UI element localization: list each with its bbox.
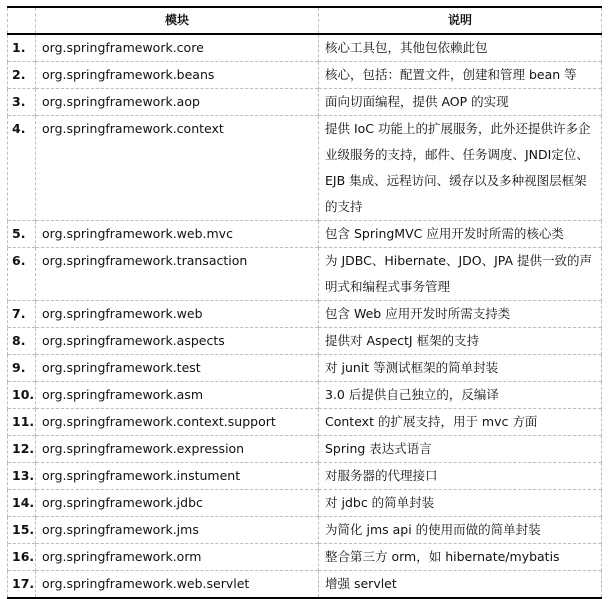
module-description: Spring 表达式语言	[319, 436, 602, 463]
table-row	[8, 328, 602, 355]
module-description: Context 的扩展支持，用于 mvc 方面	[319, 409, 602, 436]
module-name: org.springframework.orm	[36, 544, 319, 571]
header-description: 说明	[319, 7, 602, 34]
row-number: 14.	[8, 490, 36, 517]
module-description: 3.0 后提供自己独立的，反编译	[319, 382, 602, 409]
module-name: org.springframework.transaction	[36, 248, 319, 301]
row-number: 10.	[8, 382, 36, 409]
table-row	[8, 34, 602, 62]
module-description: 为简化 jms api 的使用而做的简单封装	[319, 517, 602, 544]
module-name: org.springframework.test	[36, 355, 319, 382]
module-name: org.springframework.jdbc	[36, 490, 319, 517]
module-description: 提供对 AspectJ 框架的支持	[319, 328, 602, 355]
module-name: org.springframework.expression	[36, 436, 319, 463]
row-number: 8.	[8, 328, 36, 355]
spring-modules-table	[7, 6, 602, 599]
module-description: 为 JDBC、Hibernate、JDO、JPA 提供一致的声明式和编程式事务管理	[319, 248, 602, 301]
table-row	[8, 463, 602, 490]
module-name: org.springframework.web	[36, 301, 319, 328]
row-number: 9.	[8, 355, 36, 382]
row-number: 2.	[8, 62, 36, 89]
module-name: org.springframework.aop	[36, 89, 319, 116]
module-name: org.springframework.web.servlet	[36, 571, 319, 599]
row-number: 3.	[8, 89, 36, 116]
module-description: 核心，包括：配置文件，创建和管理 bean 等	[319, 62, 602, 89]
table-row	[8, 355, 602, 382]
module-description: 增强 servlet	[319, 571, 602, 599]
header-row	[8, 7, 602, 34]
module-name: org.springframework.asm	[36, 382, 319, 409]
module-description: 核心工具包，其他包依赖此包	[319, 34, 602, 62]
module-description: 提供 IoC 功能上的扩展服务，此外还提供许多企业级服务的支持，邮件、任务调度、JNDI定位、EJB 集成、远程访问、缓存以及多种视图层框架的支持	[319, 116, 602, 221]
module-name: org.springframework.core	[36, 34, 319, 62]
row-number: 15.	[8, 517, 36, 544]
module-description: 对 jdbc 的简单封装	[319, 490, 602, 517]
module-name: org.springframework.web.mvc	[36, 221, 319, 248]
table-row	[8, 382, 602, 409]
row-number: 11.	[8, 409, 36, 436]
row-number: 4.	[8, 116, 36, 221]
module-name: org.springframework.beans	[36, 62, 319, 89]
module-name: org.springframework.instument	[36, 463, 319, 490]
table-row	[8, 116, 602, 221]
table-row	[8, 62, 602, 89]
table-row	[8, 248, 602, 301]
table-row	[8, 517, 602, 544]
row-number: 6.	[8, 248, 36, 301]
table-row	[8, 89, 602, 116]
module-description: 对服务器的代理接口	[319, 463, 602, 490]
table-row	[8, 571, 602, 599]
module-description: 面向切面编程，提供 AOP 的实现	[319, 89, 602, 116]
table-row	[8, 301, 602, 328]
module-description: 整合第三方 orm，如 hibernate/mybatis	[319, 544, 602, 571]
module-description: 包含 Web 应用开发时所需支持类	[319, 301, 602, 328]
module-description: 对 junit 等测试框架的简单封装	[319, 355, 602, 382]
table-row	[8, 490, 602, 517]
module-name: org.springframework.aspects	[36, 328, 319, 355]
header-num	[8, 7, 36, 34]
row-number: 16.	[8, 544, 36, 571]
table-row	[8, 544, 602, 571]
row-number: 12.	[8, 436, 36, 463]
header-module: 模块	[36, 7, 319, 34]
table-row	[8, 221, 602, 248]
table-row	[8, 436, 602, 463]
module-name: org.springframework.context	[36, 116, 319, 221]
module-name: org.springframework.context.support	[36, 409, 319, 436]
row-number: 5.	[8, 221, 36, 248]
row-number: 17.	[8, 571, 36, 599]
row-number: 7.	[8, 301, 36, 328]
row-number: 13.	[8, 463, 36, 490]
module-name: org.springframework.jms	[36, 517, 319, 544]
row-number: 1.	[8, 34, 36, 62]
module-description: 包含 SpringMVC 应用开发时所需的核心类	[319, 221, 602, 248]
table-row	[8, 409, 602, 436]
